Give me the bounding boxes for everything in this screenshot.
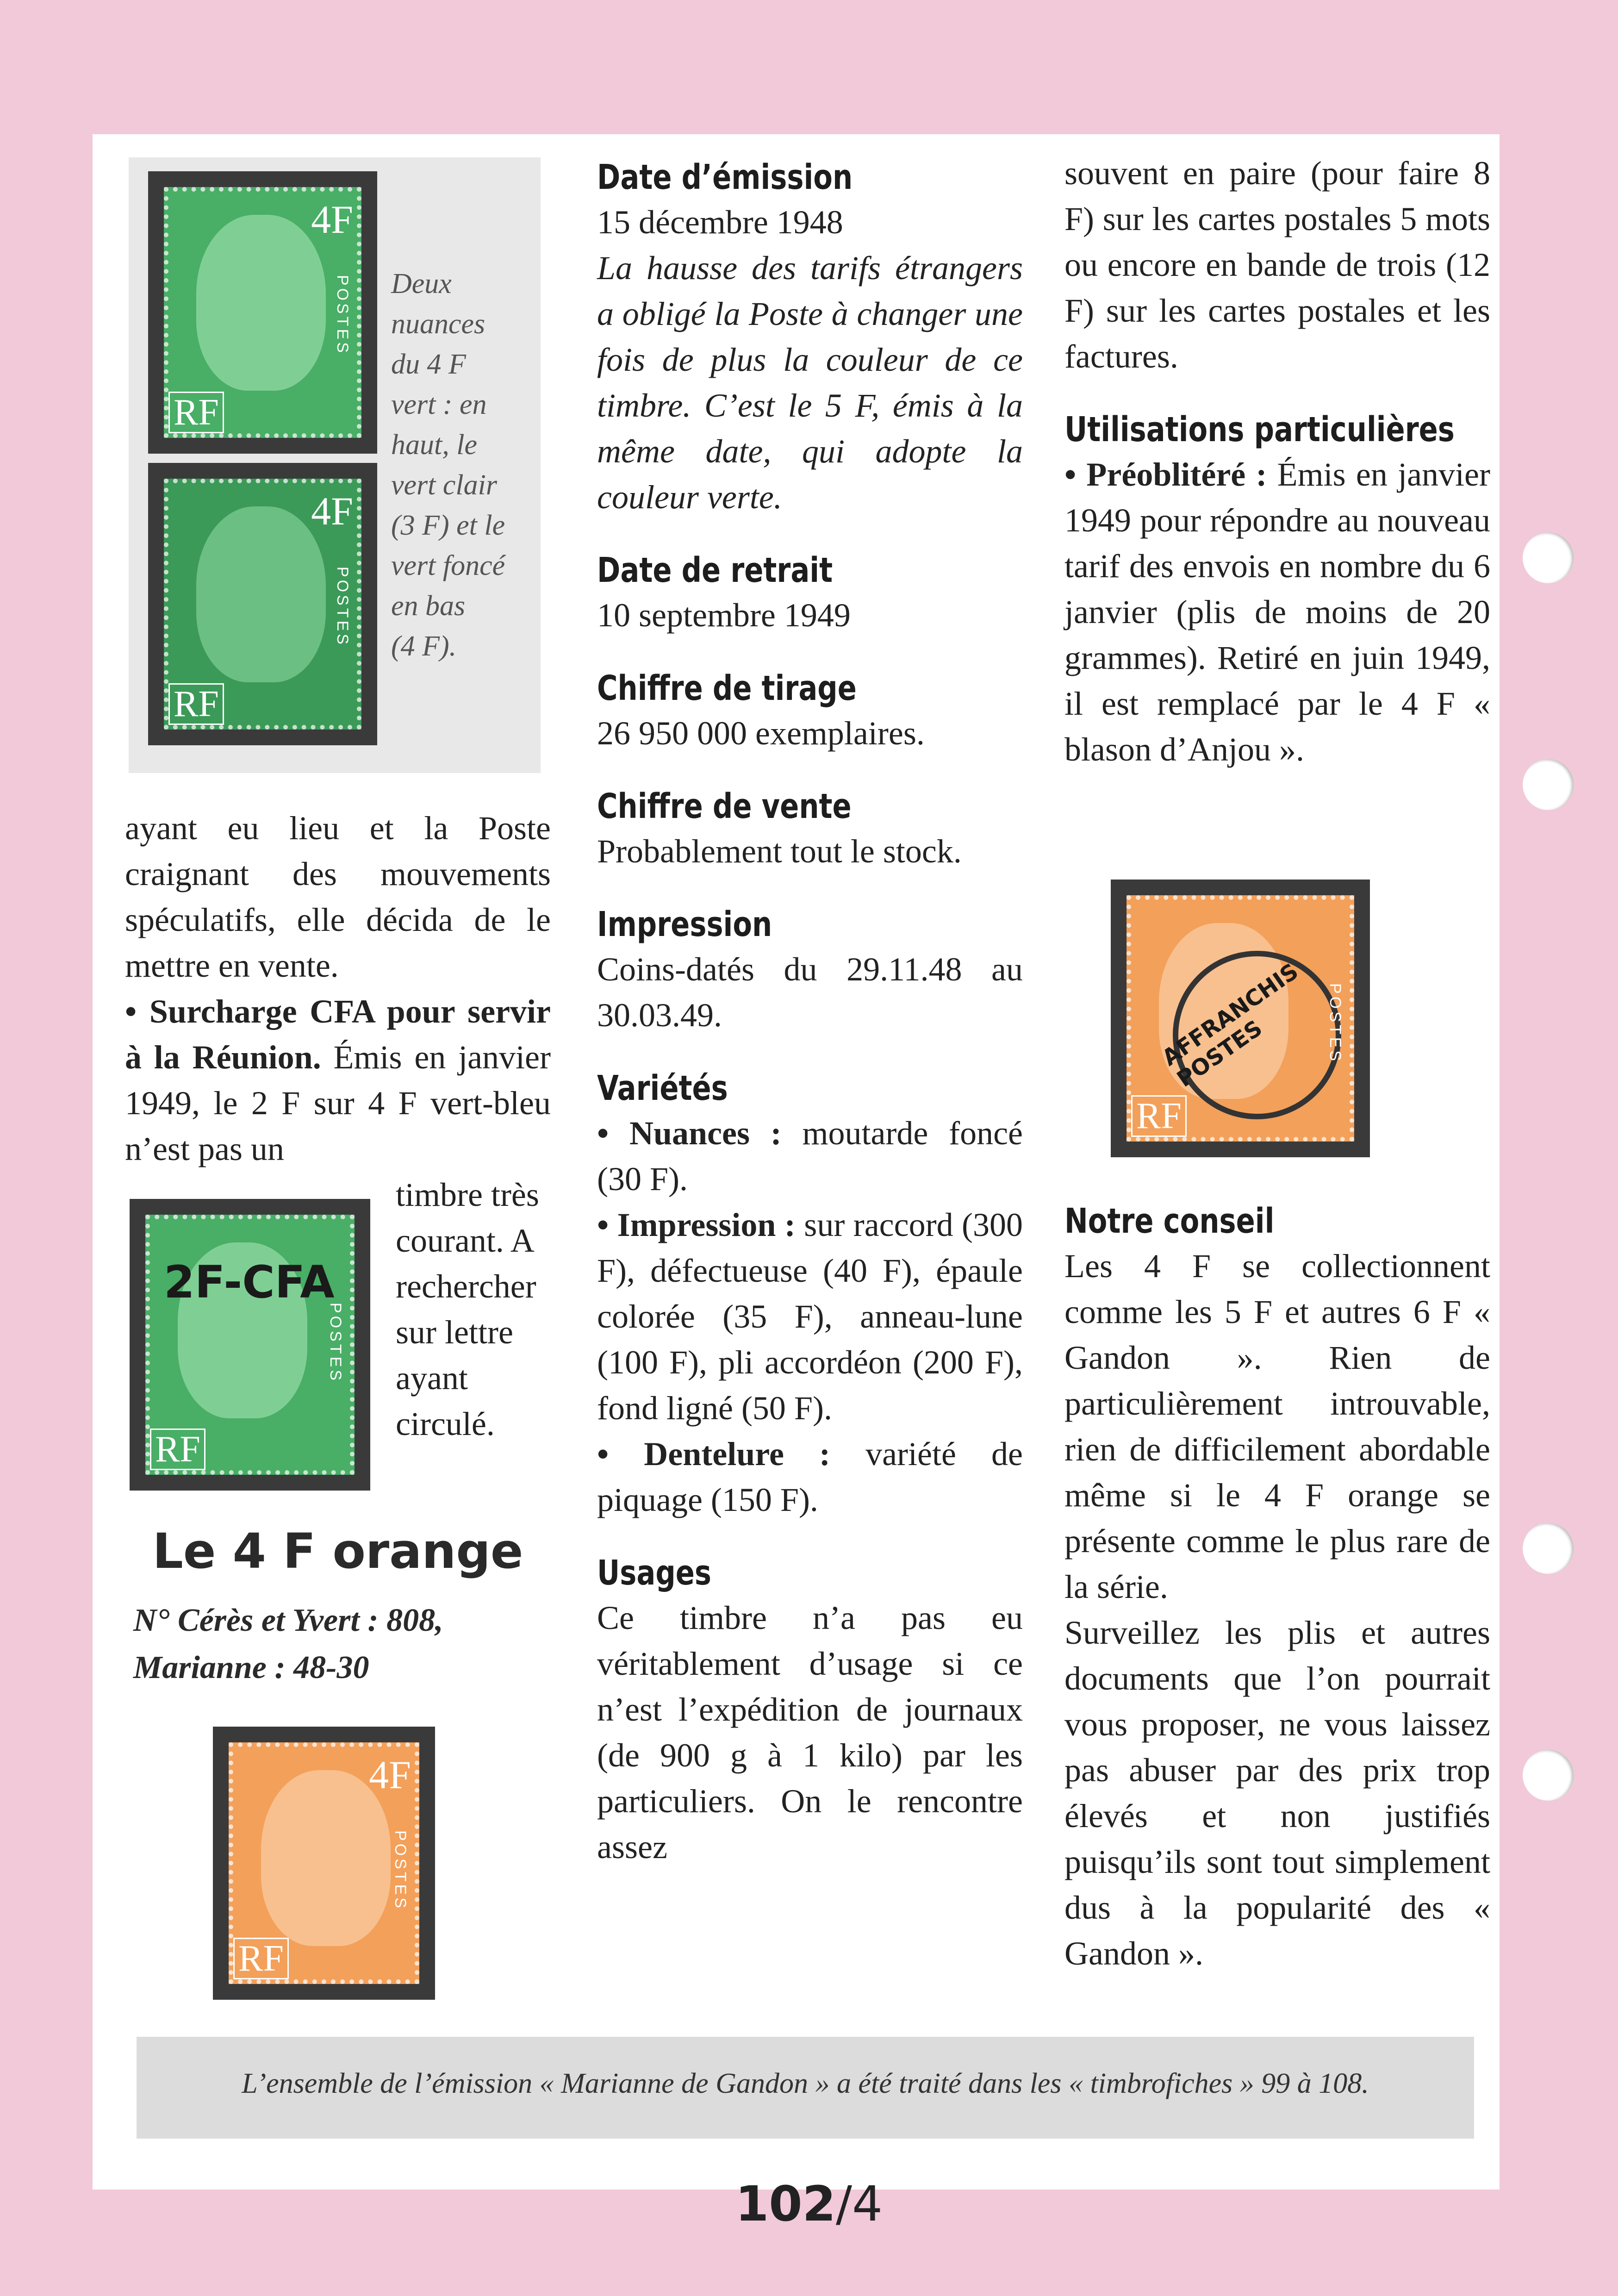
- caption-line: du 4 F: [391, 349, 466, 380]
- cfa-paragraph: [125, 989, 551, 1172]
- caption-line: (3 F) et le: [391, 510, 505, 541]
- variete-nuances: • Nuances : moutarde foncé (30 F).: [597, 1115, 1023, 1198]
- punch-hole: [1523, 1523, 1574, 1574]
- punch-hole: [1523, 1750, 1574, 1801]
- heading-emission: Date d’émission: [597, 157, 853, 197]
- punch-hole: [1523, 532, 1574, 583]
- column-right: [1064, 150, 1490, 800]
- section-usages: [597, 1551, 1023, 1870]
- heading-usages: Usages: [597, 1553, 712, 1593]
- heading-varietes: Variétés: [597, 1068, 728, 1108]
- vente-text: Probablement tout le stock.: [597, 833, 962, 870]
- column-middle: [597, 155, 1023, 1898]
- orange-stamp-reference: N° Cérès et Yvert : 808, Marianne : 48-30: [133, 1603, 443, 1685]
- variete-impression: • Impression : sur raccord (300 F), défectueuse (40 F), épaule colorée (35 F), anneau-lune (100 F), pli accordéon (200 F), fond ligné (50 F).: [597, 1206, 1023, 1427]
- punch-hole: [1523, 759, 1574, 810]
- cfa-text: Émis en janvier 1949, le 2 F sur 4 F vert-bleu n’est pas un: [125, 1039, 551, 1167]
- preoblitere-text: • Préoblitéré : Émis en janvier 1949 pour répondre au nouveau tarif des envois en nombre du 6 janvier (plis de moins de 20 grammes). Retiré en juin 1949, il est remplacé par le 4 F « blason d’Anjou ».: [1064, 456, 1490, 768]
- emission-note: La hausse des tarifs étrangers a obligé la Poste à changer une fois de plus la couleur de ce timbre. C’est le 5 F, émis à la même date, qui adopte la couleur verte.: [597, 250, 1023, 516]
- page-number: 102/4: [735, 2176, 883, 2232]
- usages-text: Ce timbre n’a pas eu véritablement d’usage si ce n’est l’expédition de journaux (de 900 g à 1 kilo) par les particuliers. On le rencontre assez: [597, 1599, 1023, 1866]
- section-continuation: [1064, 150, 1490, 380]
- retrait-text: 10 septembre 1949: [597, 597, 851, 634]
- caption-line: en bas: [391, 590, 466, 622]
- caption-line: vert foncé: [391, 550, 505, 581]
- section-conseil: [1064, 1199, 1490, 1977]
- section-tirage: [597, 666, 1023, 756]
- section-impression: [597, 902, 1023, 1038]
- cfa-text-wrap: timbre très courant. A rechercher sur lettre ayant circulé.: [396, 1176, 539, 1442]
- section-retrait: [597, 548, 1023, 638]
- stamp-green-light-image: 4F POSTES RF: [148, 171, 377, 454]
- conseil-text-1: Les 4 F se collectionnent comme les 5 F et autres 6 F « Gandon ». Rien de particulièrement introuvable, rien de difficilement abordable même si le 4 F orange se présente comme le plus rare de la série.: [1064, 1248, 1490, 1605]
- section-emission: [597, 155, 1023, 520]
- cfa-label: • Surcharge CFA pour servir à la Réunion.: [125, 993, 551, 1076]
- heading-utilisations: Utilisations particulières: [1064, 410, 1455, 449]
- caption-line: vert : en: [391, 389, 487, 420]
- tirage-text: 26 950 000 exemplaires.: [597, 715, 925, 752]
- stamp-green-dark-image: 4F POSTES RF: [148, 463, 377, 745]
- stamp-orange-image: 4F POSTES RF: [213, 1727, 435, 2000]
- usages-continuation: souvent en paire (pour faire 8 F) sur les cartes postales 5 mots ou encore en bande de trois (12 F) sur les cartes postales et les factures.: [1064, 155, 1490, 375]
- emission-date: 15 décembre 1948: [597, 204, 843, 241]
- conseil-text-2: Surveillez les plis et autres documents que l’on pourrait vous proposer, ne vous laissez pas abuser par des prix trop élevés et non justifiés puisqu’ils sont tout simplement dus à la popularité des « Gandon ».: [1064, 1614, 1490, 1972]
- heading-retrait: Date de retrait: [597, 550, 833, 590]
- stamp-caption: [391, 264, 525, 667]
- section-vente: [597, 784, 1023, 874]
- heading-conseil: Notre conseil: [1064, 1201, 1275, 1241]
- caption-line: vert clair: [391, 469, 497, 501]
- variete-dentelure: • Dentelure : variété de piquage (150 F).: [597, 1435, 1023, 1518]
- impression-text: Coins-datés du 29.11.48 au 30.03.49.: [597, 951, 1023, 1034]
- section-utilisations: [1064, 407, 1490, 773]
- caption-line: haut, le: [391, 429, 477, 461]
- section-varietes: [597, 1066, 1023, 1523]
- intro-text: ayant eu lieu et la Poste craignant des mouvements spéculatifs, elle décida de le mettre en vente.: [125, 810, 551, 984]
- caption-line: (4 F).: [391, 630, 457, 662]
- caption-line: Deux: [391, 268, 452, 299]
- heading-vente: Chiffre de vente: [597, 786, 852, 826]
- orange-stamp-title: Le 4 F orange: [152, 1523, 523, 1579]
- caption-line: nuances: [391, 308, 485, 340]
- stamp-cfa-image: POSTES RF 2F-CFA: [130, 1199, 370, 1491]
- heading-impression: Impression: [597, 905, 772, 944]
- heading-tirage: Chiffre de tirage: [597, 668, 857, 708]
- stamp-preoblitere-image: POSTES RF AFFRANCHIS POSTES: [1111, 880, 1370, 1157]
- footer-note: L’ensemble de l’émission « Marianne de Gandon » a été traité dans les « timbrofiches » 99 à 108.: [242, 2068, 1369, 2099]
- footer-note-box: [137, 2037, 1474, 2139]
